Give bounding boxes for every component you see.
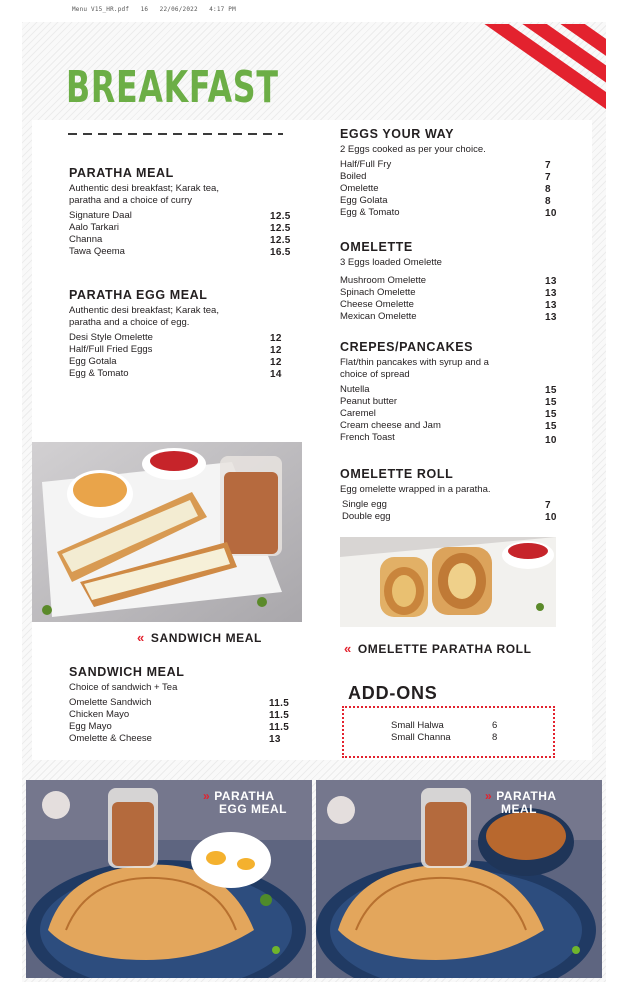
chevron-right-icon: » — [485, 789, 493, 803]
menu-item: Nutella 15 — [340, 384, 557, 396]
section-description: 2 Eggs cooked as per your choice. — [340, 144, 486, 155]
paratha-meal-photo — [316, 780, 602, 978]
menu-item: Aalo Tarkari 12.5 — [69, 222, 291, 234]
menu-item: Channa 12.5 — [69, 234, 291, 246]
menu-item: Mexican Omelette 13 — [340, 311, 557, 323]
paratha-egg-meal-section — [69, 288, 299, 380]
section-description: Egg omelette wrapped in a paratha. — [340, 484, 491, 495]
section-title: PARATHA MEAL — [69, 166, 174, 180]
menu-item: Signature Daal 12.5 — [69, 210, 291, 222]
section-description: Choice of sandwich + Tea — [69, 682, 178, 693]
print-header: Menu V15_HR.pdf 16 22/06/2022 4:17 PM — [72, 6, 236, 13]
menu-item: Double egg 10 — [342, 511, 557, 523]
menu-item: Egg Mayo 11.5 — [69, 721, 290, 733]
menu-item: Spinach Omelette 13 — [340, 287, 557, 299]
menu-item: Cheese Omelette 13 — [340, 299, 557, 311]
crepes-pancakes-section — [340, 340, 570, 444]
addon-item-name: Small Channa — [391, 732, 451, 743]
menu-item: Cream cheese and Jam 15 — [340, 420, 557, 432]
menu-item: Mushroom Omelette 13 — [340, 275, 557, 287]
menu-item: Desi Style Omelette 12 — [69, 332, 282, 344]
section-title: EGGS YOUR WAY — [340, 127, 455, 141]
addon-item-price: 8 — [492, 732, 498, 743]
addons-title: ADD-ONS — [348, 683, 438, 703]
menu-item: French Toast 10 — [340, 432, 557, 446]
addon-item-name: Small Halwa — [391, 720, 444, 731]
sandwich-photo-label: « SANDWICH MEAL — [137, 630, 262, 645]
menu-item: Egg Golata 8 — [340, 195, 551, 207]
section-title: CREPES/PANCAKES — [340, 340, 474, 354]
paratha-meal-section — [69, 166, 299, 258]
chevron-right-icon: » — [203, 789, 211, 803]
paratha-meal-tag: » PARATHA MEAL — [485, 789, 557, 816]
section-description: Authentic desi breakfast; Karak tea, paratha and a choice of egg. — [69, 305, 219, 328]
paratha-egg-meal-tag: » PARATHA EGG MEAL — [203, 789, 288, 816]
omelette-paratha-roll-photo — [340, 537, 556, 627]
menu-item: Omelette 8 — [340, 183, 551, 195]
section-description: Flat/thin pancakes with syrup and a choice of spread — [340, 357, 489, 380]
menu-item: Single egg 7 — [342, 499, 551, 511]
menu-item: Egg & Tomato 10 — [340, 207, 557, 219]
section-description: 3 Eggs loaded Omelette — [340, 257, 442, 268]
eggs-your-way-section — [340, 127, 570, 219]
menu-item: Omelette & Cheese 13 — [69, 733, 281, 745]
sandwich-meal-photo — [32, 442, 302, 622]
menu-item: Half/Full Fry 7 — [340, 159, 551, 171]
title-underline-dashes — [68, 133, 283, 135]
chevron-up-icon: « — [344, 641, 352, 656]
omelette-roll-section — [340, 467, 570, 523]
menu-item: Tawa Qeema 16.5 — [69, 246, 291, 258]
section-title: OMELETTE — [340, 240, 413, 254]
section-title: SANDWICH MEAL — [69, 665, 185, 679]
menu-item: Caremel 15 — [340, 408, 557, 420]
section-description: Authentic desi breakfast; Karak tea, paratha and a choice of curry — [69, 183, 219, 206]
addon-item-price: 6 — [492, 720, 498, 731]
menu-item: Peanut butter 15 — [340, 396, 557, 408]
chevron-up-icon: « — [137, 630, 145, 645]
menu-item: Egg Gotala 12 — [69, 356, 282, 368]
menu-item: Chicken Mayo 11.5 — [69, 709, 290, 721]
menu-item: Boiled 7 — [340, 171, 551, 183]
menu-item: Half/Full Fried Eggs 12 — [69, 344, 282, 356]
menu-item: Omelette Sandwich 11.5 — [69, 697, 290, 709]
section-title: PARATHA EGG MEAL — [69, 288, 208, 302]
addons-box — [342, 706, 555, 758]
page-title: BREAKFAST — [66, 62, 279, 113]
section-title: OMELETTE ROLL — [340, 467, 454, 481]
roll-photo-label: « OMELETTE PARATHA ROLL — [344, 641, 532, 656]
omelette-section — [340, 240, 570, 323]
sandwich-meal-section — [69, 665, 299, 745]
menu-item: Egg & Tomato 14 — [69, 368, 282, 380]
